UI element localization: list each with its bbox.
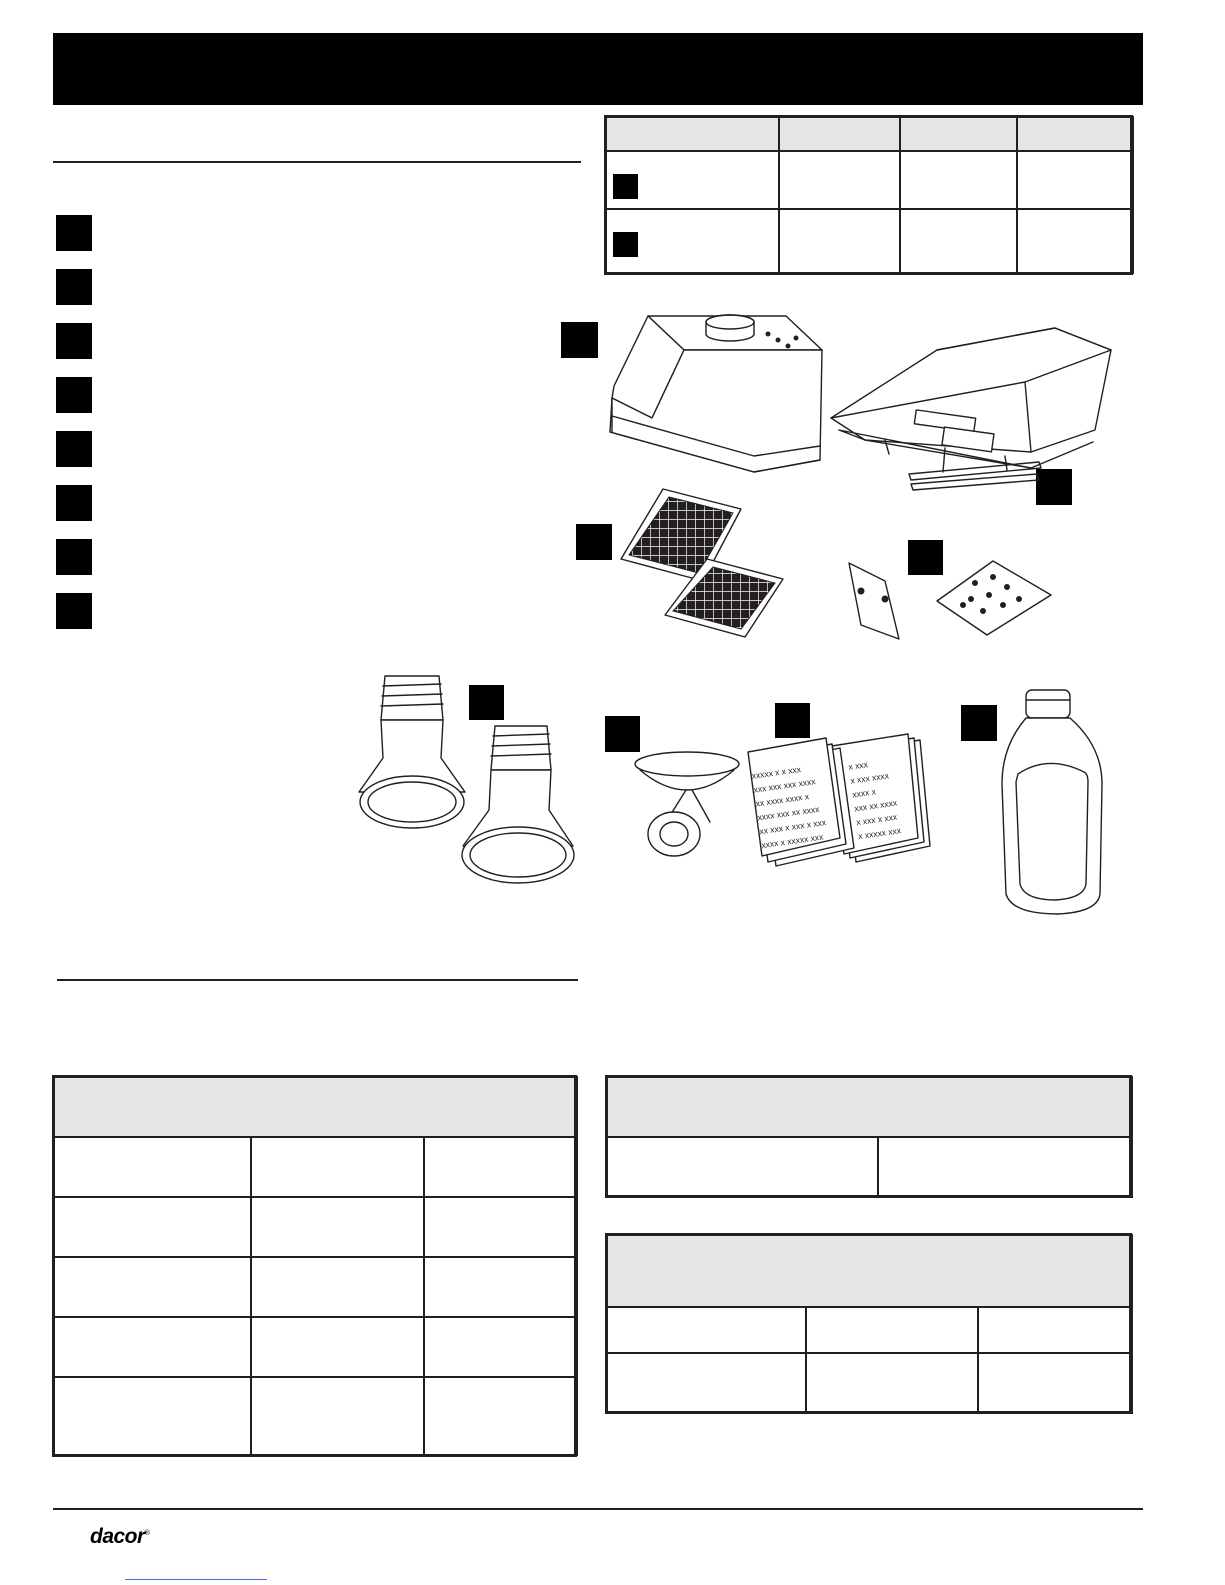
dimension-cell — [900, 209, 1017, 273]
dimension-header-cell — [900, 117, 1017, 151]
specs-cell — [251, 1197, 424, 1257]
specs-cell — [251, 1317, 424, 1377]
section-header-bar — [53, 33, 1143, 105]
specs-cell — [251, 1137, 424, 1197]
specs-cell — [54, 1137, 251, 1197]
specs-cell — [424, 1197, 577, 1257]
literature-line: xxxxx x x xxx — [750, 764, 802, 781]
literature-line: xx xxxx xxxx x — [754, 791, 810, 809]
callout-cleaner — [961, 705, 997, 741]
specs-cell — [607, 1353, 806, 1413]
literature-line: xx xxx x xxx x xxx — [758, 817, 827, 837]
dimension-cell — [779, 209, 900, 273]
dimension-table — [605, 116, 1134, 274]
footer-link-underline[interactable] — [125, 1579, 267, 1580]
parts-list-bullet — [56, 431, 92, 467]
dimension-row-label — [606, 209, 779, 273]
callout-marker — [613, 232, 638, 257]
specs-cell — [806, 1353, 978, 1413]
specs-cell — [424, 1257, 577, 1317]
charcoal-filters-illustration — [605, 483, 790, 643]
parts-list-bullet — [56, 377, 92, 413]
specs-cell — [878, 1137, 1132, 1197]
literature-line: xxx xx xxxx — [853, 797, 898, 814]
parts-list-bullet — [56, 485, 92, 521]
specs-cell — [424, 1377, 577, 1455]
dimension-header-cell — [1017, 117, 1133, 151]
dimension-row-label — [606, 151, 779, 209]
dimension-header-cell — [606, 117, 779, 151]
hood-underside-illustration — [825, 322, 1115, 502]
specs-cell — [424, 1137, 577, 1197]
specs-cell — [424, 1317, 577, 1377]
specs-table-right-top — [606, 1076, 1133, 1198]
specs-cell — [54, 1197, 251, 1257]
specs-header-cell — [978, 1307, 1132, 1353]
dimension-cell — [900, 151, 1017, 209]
dimension-cell — [779, 151, 900, 209]
halogen-bulbs-illustration — [355, 670, 580, 890]
specs-heading-rule — [57, 979, 578, 981]
callout-hood — [561, 322, 598, 358]
specs-header-cell — [806, 1307, 978, 1353]
specs-table-left — [53, 1076, 578, 1456]
specs-cell — [251, 1257, 424, 1317]
dacor-logo: dacor® — [90, 1525, 150, 1548]
parts-list-bullet — [56, 323, 92, 359]
literature-line: x xxx — [847, 759, 869, 772]
dimension-cell — [1017, 151, 1133, 209]
parts-list-bullet — [56, 269, 92, 305]
callout-marker — [613, 174, 638, 199]
dimension-header-cell — [779, 117, 900, 151]
literature-line: xxxx xxx xx xxxx — [756, 803, 820, 823]
specs-table-title — [54, 1077, 577, 1137]
literature-line: x xxx x xxx — [855, 811, 898, 828]
specs-cell — [54, 1317, 251, 1377]
literature-illustration — [748, 730, 938, 870]
specs-table-title — [607, 1077, 1132, 1137]
specs-cell — [54, 1377, 251, 1455]
parts-heading-rule — [53, 161, 581, 163]
literature-line: xxx xxx xxx xxxx — [752, 776, 817, 795]
specs-cell — [251, 1377, 424, 1455]
specs-cell — [978, 1353, 1132, 1413]
duct-tape-illustration — [630, 750, 745, 860]
literature-line: x xxxxx xxx — [857, 825, 902, 842]
hood-front-illustration — [600, 300, 840, 480]
parts-list-bullet — [56, 539, 92, 575]
specs-cell — [607, 1137, 878, 1197]
literature-line: x xxx xxxx — [849, 770, 890, 786]
literature-line: xxxx x — [851, 786, 877, 800]
footer-rule — [53, 1508, 1143, 1510]
parts-list-bullet — [56, 593, 92, 629]
callout-tape — [605, 716, 640, 752]
specs-table-title — [607, 1235, 1132, 1307]
specs-header-cell — [607, 1307, 806, 1353]
specs-cell — [54, 1257, 251, 1317]
specs-table-right-bottom — [606, 1234, 1133, 1414]
dimension-cell — [1017, 209, 1133, 273]
hardware-pack-illustration — [845, 555, 1060, 650]
cleaner-bottle-illustration — [998, 688, 1108, 918]
literature-line: xxxx x xxxxx xxx — [760, 831, 824, 851]
parts-list-bullet — [56, 215, 92, 251]
